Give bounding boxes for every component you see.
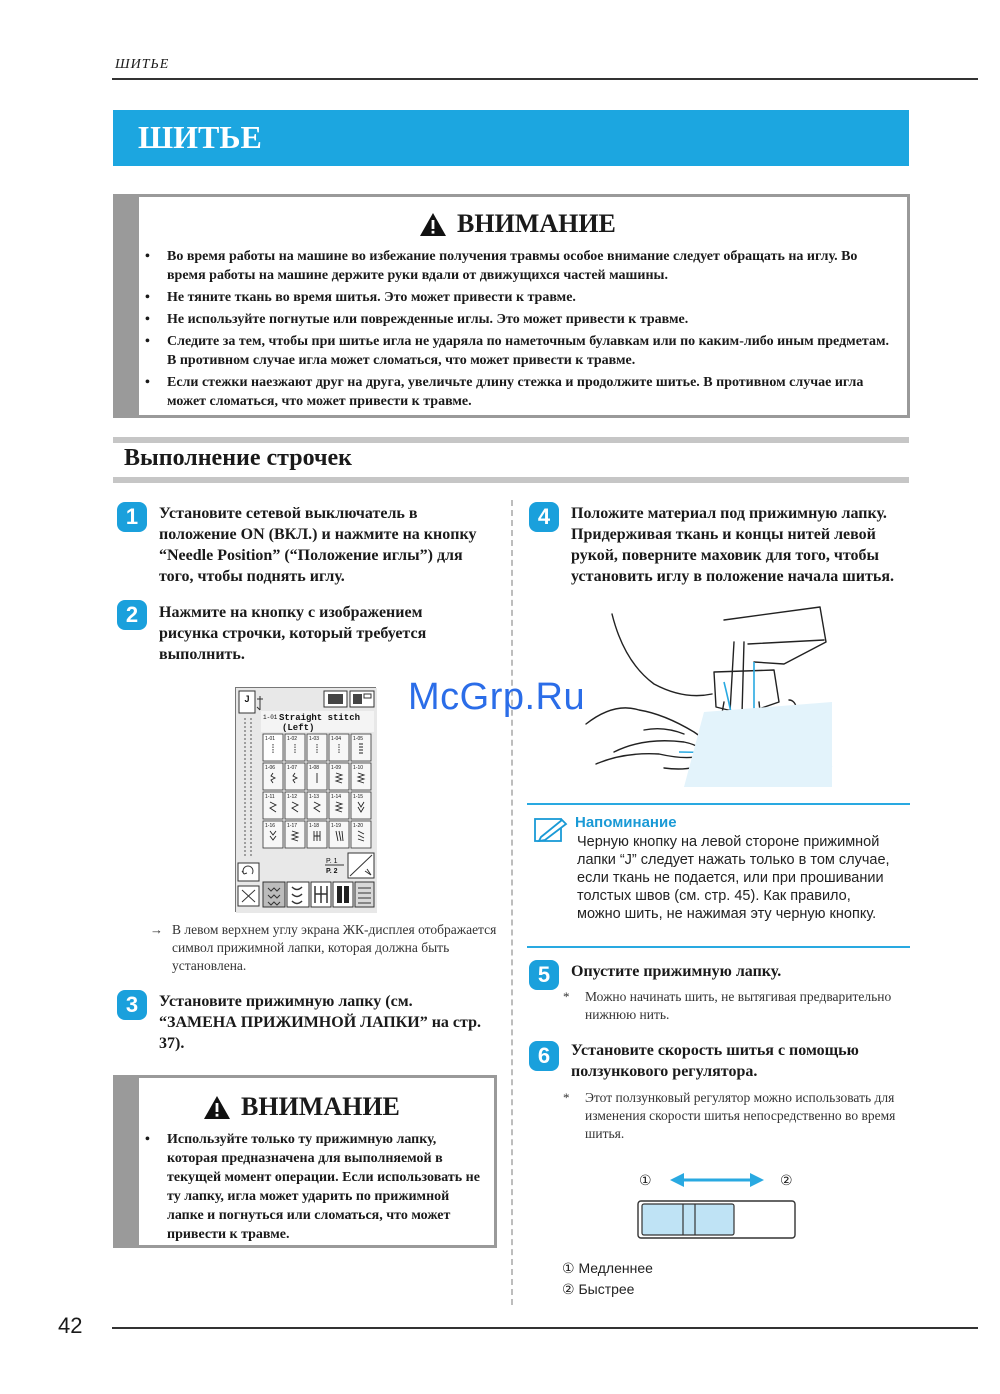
chapter-banner (113, 110, 909, 166)
step-2-note: В левом верхнем углу экрана ЖК-дисплея отображается символ прижимной лапки, которая должна быть установлена. (172, 922, 497, 973)
column-divider (511, 500, 513, 1305)
step-badge: 1 (117, 502, 147, 532)
step-6-note: Этот ползунковый регулятор можно использовать для изменения скорости шитья непосредственно во время шитья. (585, 1090, 896, 1141)
warning-box (113, 1075, 497, 1248)
watermark: McGrp.Ru (408, 676, 586, 718)
lcd-stitch-code: 1-01 (263, 714, 278, 721)
page-number: 42 (58, 1313, 83, 1338)
slider-marker-slow: ① (639, 1172, 652, 1188)
section-title: Выполнение строчек (124, 445, 352, 471)
stitch-key-code: 1-13 (309, 794, 320, 800)
sewing-illustration (584, 602, 834, 787)
step-3-text: Установите прижимную лапку (см. “ЗАМЕНА ПРИЖИМНОЙ ЛАПКИ” на стр. 37). (159, 993, 481, 1052)
warning-triangle-icon (419, 212, 447, 237)
warning-item: • Во время работы на машине во избежание получения травмы особое внимание следует обращать на иглу. Во время работы на машине держите руки вдали от движущихся частей машины. (139, 247, 899, 285)
chapter-title: ШИТЬЕ (138, 119, 262, 155)
note-asterisk: * (563, 989, 570, 1004)
warning-item: • Следите за тем, чтобы при шитье игла не ударяла по наметочным булавкам или по каким-либо иным предметам. В противном случае игла может сломаться, что может привести к травме. (139, 332, 899, 370)
stitch-key-code: 1-07 (287, 765, 298, 771)
stitch-key-code: 1-17 (287, 823, 298, 829)
section-rule (113, 437, 909, 443)
legend-fast: ② Быстрее (562, 1281, 635, 1297)
memo-body: Черную кнопку на левой стороне прижимной лапки “J” следует нажать только в том случае, если ткань не подается, или при прошивании толстых швов (см. стр. 45). Как правило, можно шить, не нажимая эту черную кнопку. (577, 834, 890, 922)
step-4-text: Положите материал под прижимную лапку. Придерживая ткань и концы нитей левой рукой, поверните маховик для того, чтобы установить иглу в положение начала шитья. (571, 505, 894, 585)
lcd-graphic (236, 688, 377, 913)
stitch-key-code: 1-06 (265, 765, 276, 771)
header-rule (112, 78, 978, 80)
stitch-key-code: 1-12 (287, 794, 298, 800)
stitch-key-code: 1-05 (353, 736, 364, 742)
lcd-stitch-name: Straight stitch (279, 713, 361, 723)
warning-title (419, 209, 616, 239)
lcd-page-2: P. 2 (326, 868, 338, 875)
slider-marker-fast: ② (780, 1172, 793, 1188)
warning-list (139, 1130, 489, 1247)
step-6-text: Установите скорость шитья с помощью ползункового регулятора. (571, 1042, 859, 1080)
step-badge: 4 (529, 502, 559, 532)
stitch-key-code: 1-04 (331, 736, 342, 742)
memo-rule (527, 803, 910, 805)
speed-slider-figure (636, 1170, 798, 1242)
lcd-page-1: P. 1 (326, 858, 338, 865)
step-badge: 5 (529, 960, 559, 990)
step-badge: 2 (117, 600, 147, 630)
speed-slider-knob[interactable] (642, 1204, 734, 1235)
lcd-foot-code: J (244, 694, 250, 704)
warning-item: • Не используйте погнутые или поврежденные иглы. Это может привести к травме. (139, 310, 899, 329)
stitch-key-code: 1-09 (331, 765, 342, 771)
stitch-key-code: 1-19 (331, 823, 342, 829)
warning-item: • Используйте только ту прижимную лапку, которая предназначена для выполняемой в текущей момент операции. Если использовать не ту лапку, игла может ударить по прижимной лапке и погнуться или сломаться, что может привести к травме. (139, 1130, 489, 1244)
step-badge: 6 (529, 1041, 559, 1071)
arrow-marker: → (150, 922, 163, 937)
memo-title: Напоминание (575, 814, 677, 831)
stitch-key-code: 1-01 (265, 736, 276, 742)
note-asterisk: * (563, 1090, 570, 1105)
section-rule (113, 477, 909, 483)
step-badge: 3 (117, 990, 147, 1020)
step-5-text: Опустите прижимную лапку. (571, 963, 782, 980)
memo-rule (527, 946, 910, 948)
warning-item: • Не тяните ткань во время шитья. Это может привести к травме. (139, 288, 899, 307)
stitch-key-code: 1-10 (353, 765, 364, 771)
stitch-key-code: 1-11 (265, 794, 275, 800)
stitch-key-code: 1-18 (309, 823, 320, 829)
legend-slow: ① Медленнее (562, 1260, 653, 1276)
warning-box (113, 194, 910, 418)
step-5-note: Можно начинать шить, не вытягивая предварительно нижнюю нить. (585, 989, 892, 1022)
memo-icon (534, 816, 568, 844)
warning-item: • Если стежки наезжают друг на друга, увеличьте длину стежка и продолжите шитье. В противном случае игла может сломаться, что может привести к травме. (139, 373, 899, 411)
lcd-screen (235, 687, 376, 912)
warning-title (203, 1092, 400, 1122)
step-1-text: Установите сетевой выключатель в положение ON (ВКЛ.) и нажмите на кнопку “Needle Position” (“Положение иглы”) для того, чтобы поднять иглу. (159, 505, 477, 585)
stitch-key-code: 1-08 (309, 765, 320, 771)
lcd-stitch-sub: (Left) (282, 723, 315, 733)
stitch-key-code: 1-14 (331, 794, 342, 800)
stitch-key-code: 1-20 (353, 823, 364, 829)
warning-title-text: ВНИМАНИЕ (457, 209, 616, 238)
stitch-key-code: 1-15 (353, 794, 364, 800)
stitch-key-code: 1-03 (309, 736, 320, 742)
footer-rule (112, 1327, 978, 1329)
stitch-key-code: 1-02 (287, 736, 298, 742)
running-header: ШИТЬЕ (115, 57, 170, 72)
warning-triangle-icon (203, 1095, 231, 1120)
step-2-text: Нажмите на кнопку с изображением рисунка строчки, который требуется выполнить. (159, 604, 427, 663)
warning-list (139, 247, 899, 414)
warning-title-text: ВНИМАНИЕ (241, 1092, 400, 1121)
stitch-key-code: 1-16 (265, 823, 276, 829)
